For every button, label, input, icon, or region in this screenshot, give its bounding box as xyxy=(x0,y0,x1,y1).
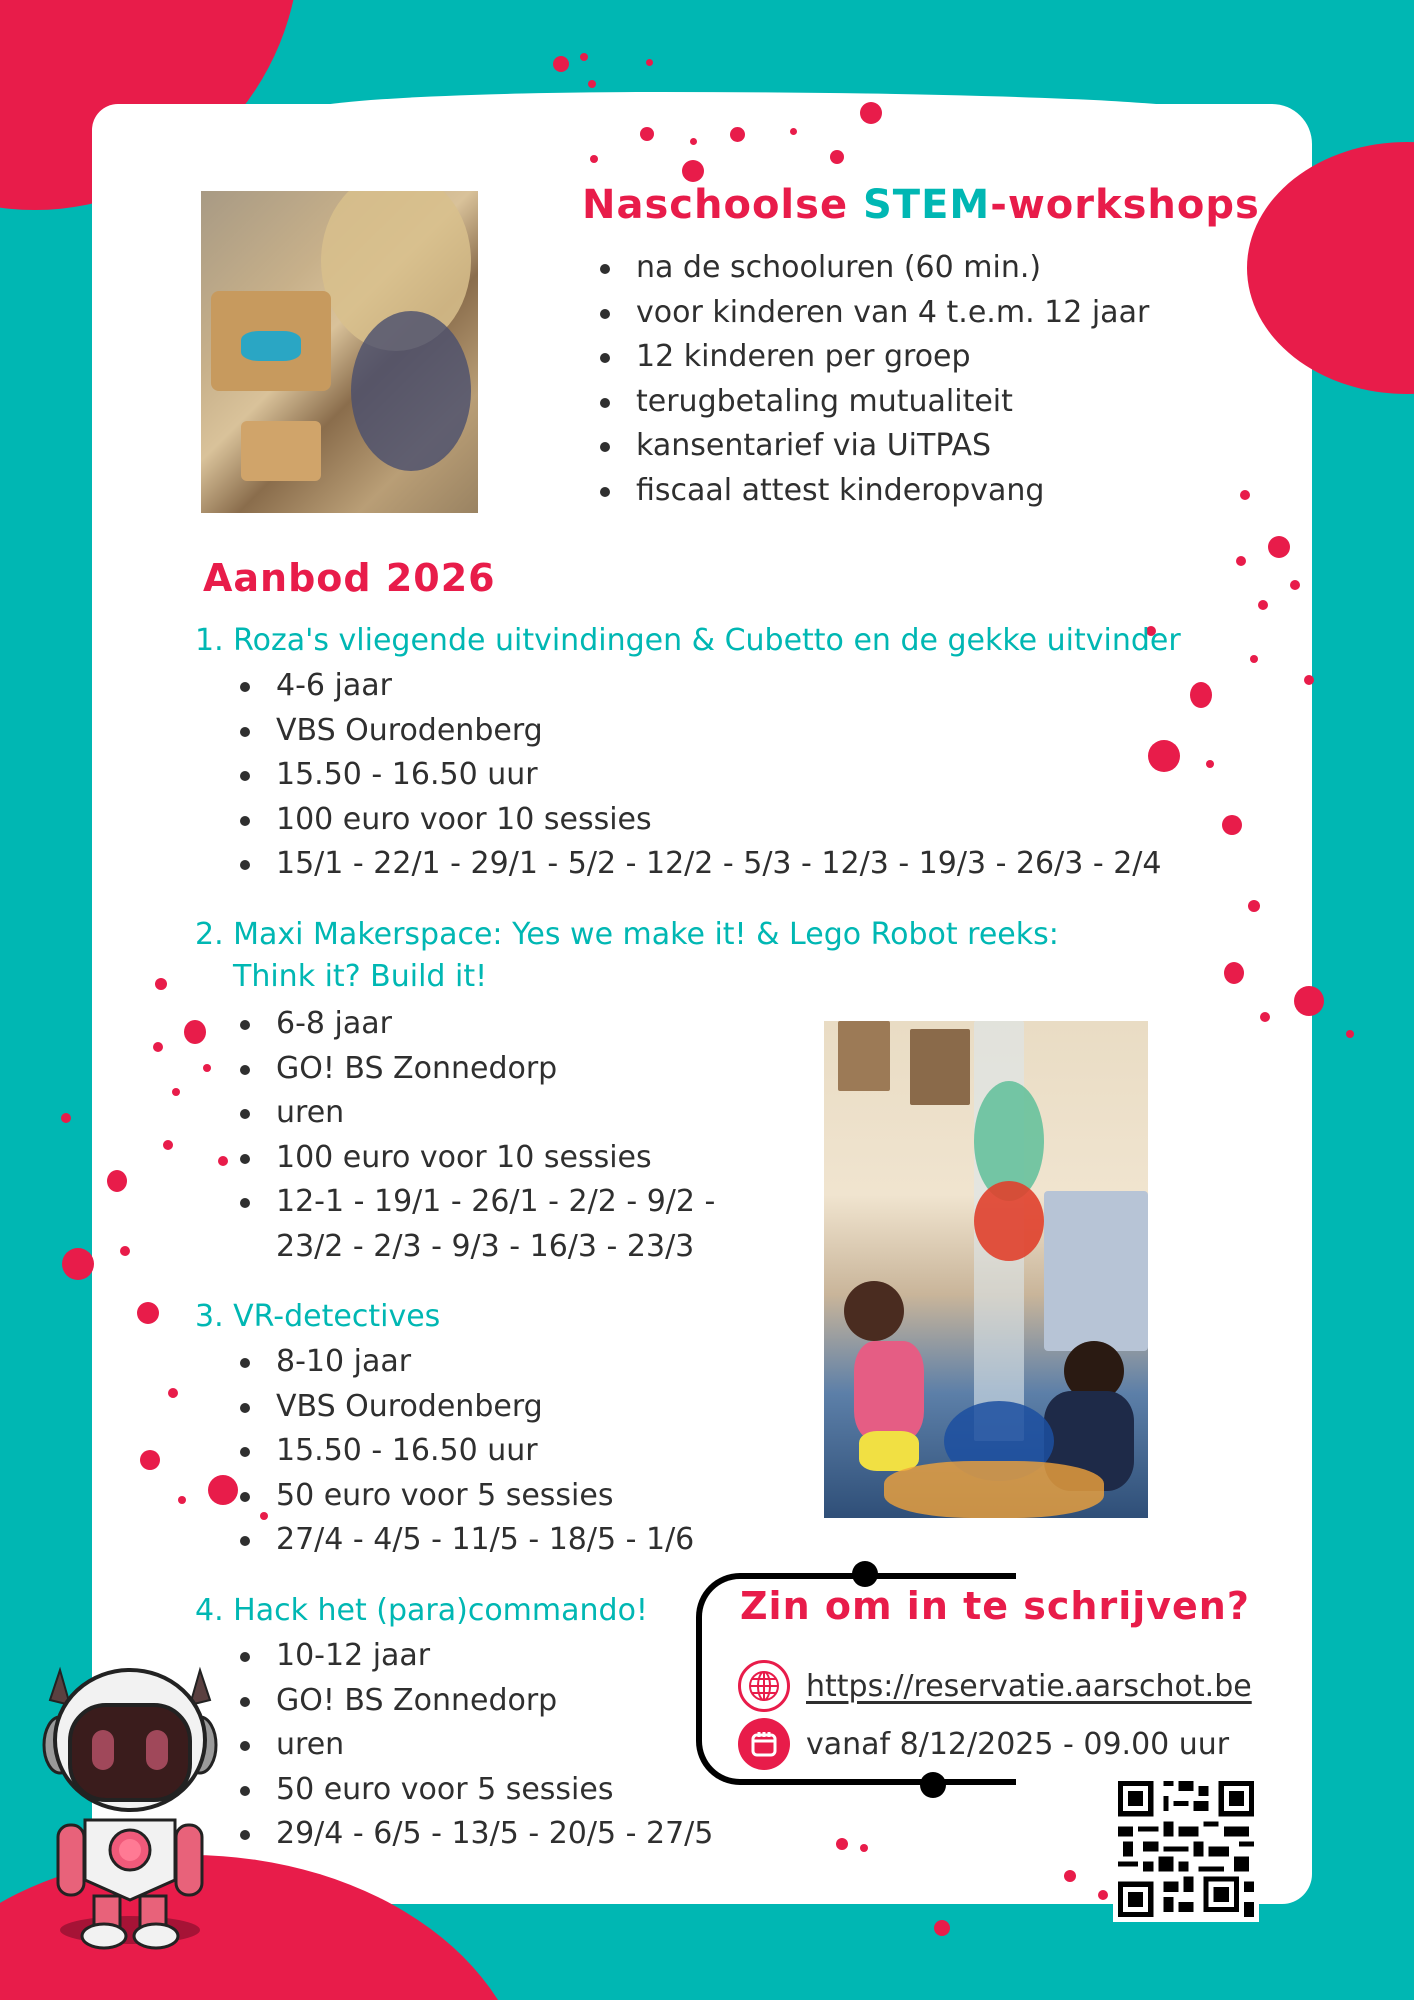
workshop-dates: 27/4 - 4/5 - 11/5 - 18/5 - 1/6 xyxy=(236,1518,694,1563)
feature-item: kansentarief via UiTPAS xyxy=(596,424,1149,469)
workshop-2-details xyxy=(236,1002,715,1269)
workshop-price: 50 euro voor 5 sessies xyxy=(236,1474,694,1519)
workshop-location: GO! BS Zonnedorp xyxy=(236,1679,713,1724)
workshop-location: VBS Ourodenberg xyxy=(236,709,1162,754)
feature-item: voor kinderen van 4 t.e.m. 12 jaar xyxy=(596,291,1149,336)
workshop-3-details xyxy=(236,1340,694,1563)
workshop-location: VBS Ourodenberg xyxy=(236,1385,694,1430)
frame-knob-bottom xyxy=(920,1772,946,1798)
offer-heading: Aanbod 2026 xyxy=(203,556,496,600)
feature-item: 12 kinderen per groep xyxy=(596,335,1149,380)
signup-start-date: vanaf 8/12/2025 - 09.00 uur xyxy=(806,1726,1230,1762)
workshop-1-title: 1. Roza's vliegende uitvindingen & Cubetto en de gekke uitvinder xyxy=(195,623,1181,658)
workshop-dates: 12-1 - 19/1 - 26/1 - 2/2 - 9/2 - 23/2 - 2/3 - 9/3 - 16/3 - 23/3 xyxy=(236,1180,715,1269)
workshop-4-details xyxy=(236,1634,713,1857)
workshop-age: 6-8 jaar xyxy=(236,1002,715,1047)
workshop-location: GO! BS Zonnedorp xyxy=(236,1047,715,1092)
children-playing-with-scarves-photo xyxy=(824,1021,1148,1518)
calendar-icon xyxy=(738,1718,790,1770)
feature-list xyxy=(596,246,1149,513)
workshop-time: uren xyxy=(236,1723,713,1768)
workshop-age: 4-6 jaar xyxy=(236,664,1162,709)
workshop-2-title: 2. Maxi Makerspace: Yes we make it! & Lego Robot reeks: Think it? Build it! xyxy=(195,917,1059,994)
globe-icon xyxy=(738,1660,790,1712)
feature-item: fiscaal attest kinderopvang xyxy=(596,469,1149,514)
qr-code[interactable] xyxy=(1113,1776,1259,1922)
workshop-price: 100 euro voor 10 sessies xyxy=(236,798,1162,843)
workshop-time: uren xyxy=(236,1091,715,1136)
feature-item: terugbetaling mutualiteit xyxy=(596,380,1149,425)
workshop-age: 8-10 jaar xyxy=(236,1340,694,1385)
workshop-4-title: 4. Hack het (para)commando! xyxy=(195,1593,648,1628)
workshop-price: 100 euro voor 10 sessies xyxy=(236,1136,715,1181)
workshop-1-details xyxy=(236,664,1162,887)
signup-url-row xyxy=(738,1660,1252,1712)
girl-building-with-cardboard-photo xyxy=(201,191,478,513)
feature-item: na de schooluren (60 min.) xyxy=(596,246,1149,291)
workshop-3-title: 3. VR-detectives xyxy=(195,1299,441,1334)
signup-date-row xyxy=(738,1718,1229,1770)
workshop-dates: 29/4 - 6/5 - 13/5 - 20/5 - 27/5 xyxy=(236,1812,713,1857)
astronaut-robot-illustration xyxy=(30,1660,230,1960)
workshop-age: 10-12 jaar xyxy=(236,1634,713,1679)
reservation-link[interactable]: https://reservatie.aarschot.be xyxy=(806,1668,1252,1704)
signup-title: Zin om in te schrijven? xyxy=(740,1584,1250,1628)
workshop-time: 15.50 - 16.50 uur xyxy=(236,753,1162,798)
workshop-price: 50 euro voor 5 sessies xyxy=(236,1768,713,1813)
page-title: Naschoolse STEM-workshops xyxy=(582,182,1260,228)
workshop-time: 15.50 - 16.50 uur xyxy=(236,1429,694,1474)
workshop-dates: 15/1 - 22/1 - 29/1 - 5/2 - 12/2 - 5/3 - 12/3 - 19/3 - 26/3 - 2/4 xyxy=(236,842,1162,887)
